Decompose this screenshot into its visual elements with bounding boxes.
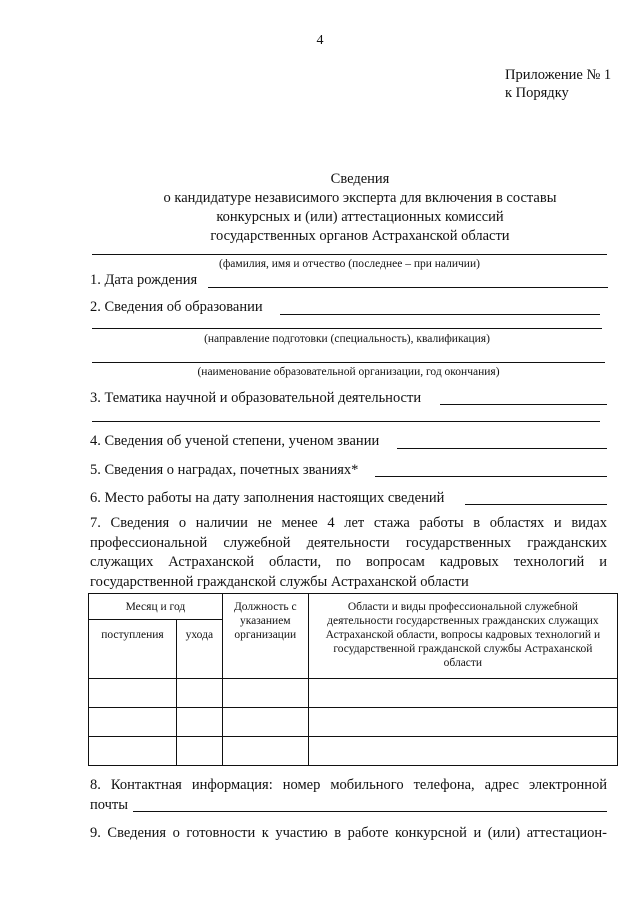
contacts-field[interactable] [133,811,607,812]
table-row [89,737,618,766]
title-line-1: о кандидатуре независимого эксперта для включения в составы [163,190,557,206]
table-cell[interactable] [176,708,222,737]
research-label: 3. Тематика научной и образовательной деятельности [90,390,422,406]
title-line-2: конкурсных и (или) аттестационных комиссий [216,209,504,225]
readiness-label [90,825,607,842]
birth-date-label: 1. Дата рождения [90,272,198,288]
table-cell[interactable] [89,708,177,737]
research-field[interactable] [440,404,607,405]
workplace-label: 6. Место работы на дату заполнения настоящих сведений [90,490,445,506]
education-label: 2. Сведения об образовании [90,299,263,315]
table-cell[interactable] [176,737,222,766]
table-cell[interactable] [308,737,617,766]
readiness-text: 9. Сведения о готовности к участию в работе конкурсной и (или) аттестацион- [90,825,607,841]
name-caption: (фамилия, имя и отчество (последнее – при наличии) [219,258,480,270]
table-row [89,708,618,737]
workplace-field[interactable] [465,504,607,505]
admission-header: поступления [89,620,177,679]
areas-header: Области и виды профессиональной служебной деятельности государственных гражданских служащих Астраханской области, вопросы кадровых технологий и государственной гражданской службы Астраханской области [308,594,617,679]
appendix-line-1: Приложение № 1 [505,67,612,83]
table-cell[interactable] [176,679,222,708]
education-institution-caption: (наименование образовательной организации, год окончания) [197,366,500,378]
document-title [60,170,640,246]
experience-paragraph: 7. Сведения о наличии не менее 4 лет стажа работы в областях и видах профессиональной служебной деятельности государственных гражданских служащих Астраханской области, по вопросам кадровых технологий и государственной гражданской службы Астраханской области [90,515,607,590]
table-cell[interactable] [308,708,617,737]
table-cell[interactable] [308,679,617,708]
education-specialty-line[interactable] [92,328,602,329]
contacts-continuation: почты [90,797,129,813]
contacts-text: 8. Контактная информация: номер мобильного телефона, адрес электронной [90,777,607,793]
education-institution-line[interactable] [92,362,605,363]
table-cell[interactable] [89,679,177,708]
position-header: Должность с указанием организации [222,594,308,679]
awards-label: 5. Сведения о наградах, почетных званиях* [90,462,359,478]
experience-table [88,593,618,766]
title-line-3: государственных органов Астраханской области [210,228,510,244]
appendix-line-2: к Порядку [505,85,569,101]
birth-date-field[interactable] [208,287,608,288]
month-year-header: Месяц и год [89,594,223,620]
title-heading: Сведения [330,171,390,187]
name-field-line[interactable] [92,254,607,255]
research-field-2[interactable] [92,421,600,422]
education-field[interactable] [280,314,600,315]
page-number: 4 [316,33,324,48]
awards-field[interactable] [375,476,607,477]
table-cell[interactable] [222,679,308,708]
education-specialty-caption: (направление подготовки (специальность), квалификация) [204,333,490,345]
contacts-label [90,777,607,794]
degree-field[interactable] [397,448,607,449]
table-cell[interactable] [222,737,308,766]
degree-label: 4. Сведения об ученой степени, ученом звании [90,433,380,449]
table-cell[interactable] [89,737,177,766]
leaving-header: ухода [176,620,222,679]
table-row [89,679,618,708]
table-cell[interactable] [222,708,308,737]
appendix-label [505,66,611,102]
